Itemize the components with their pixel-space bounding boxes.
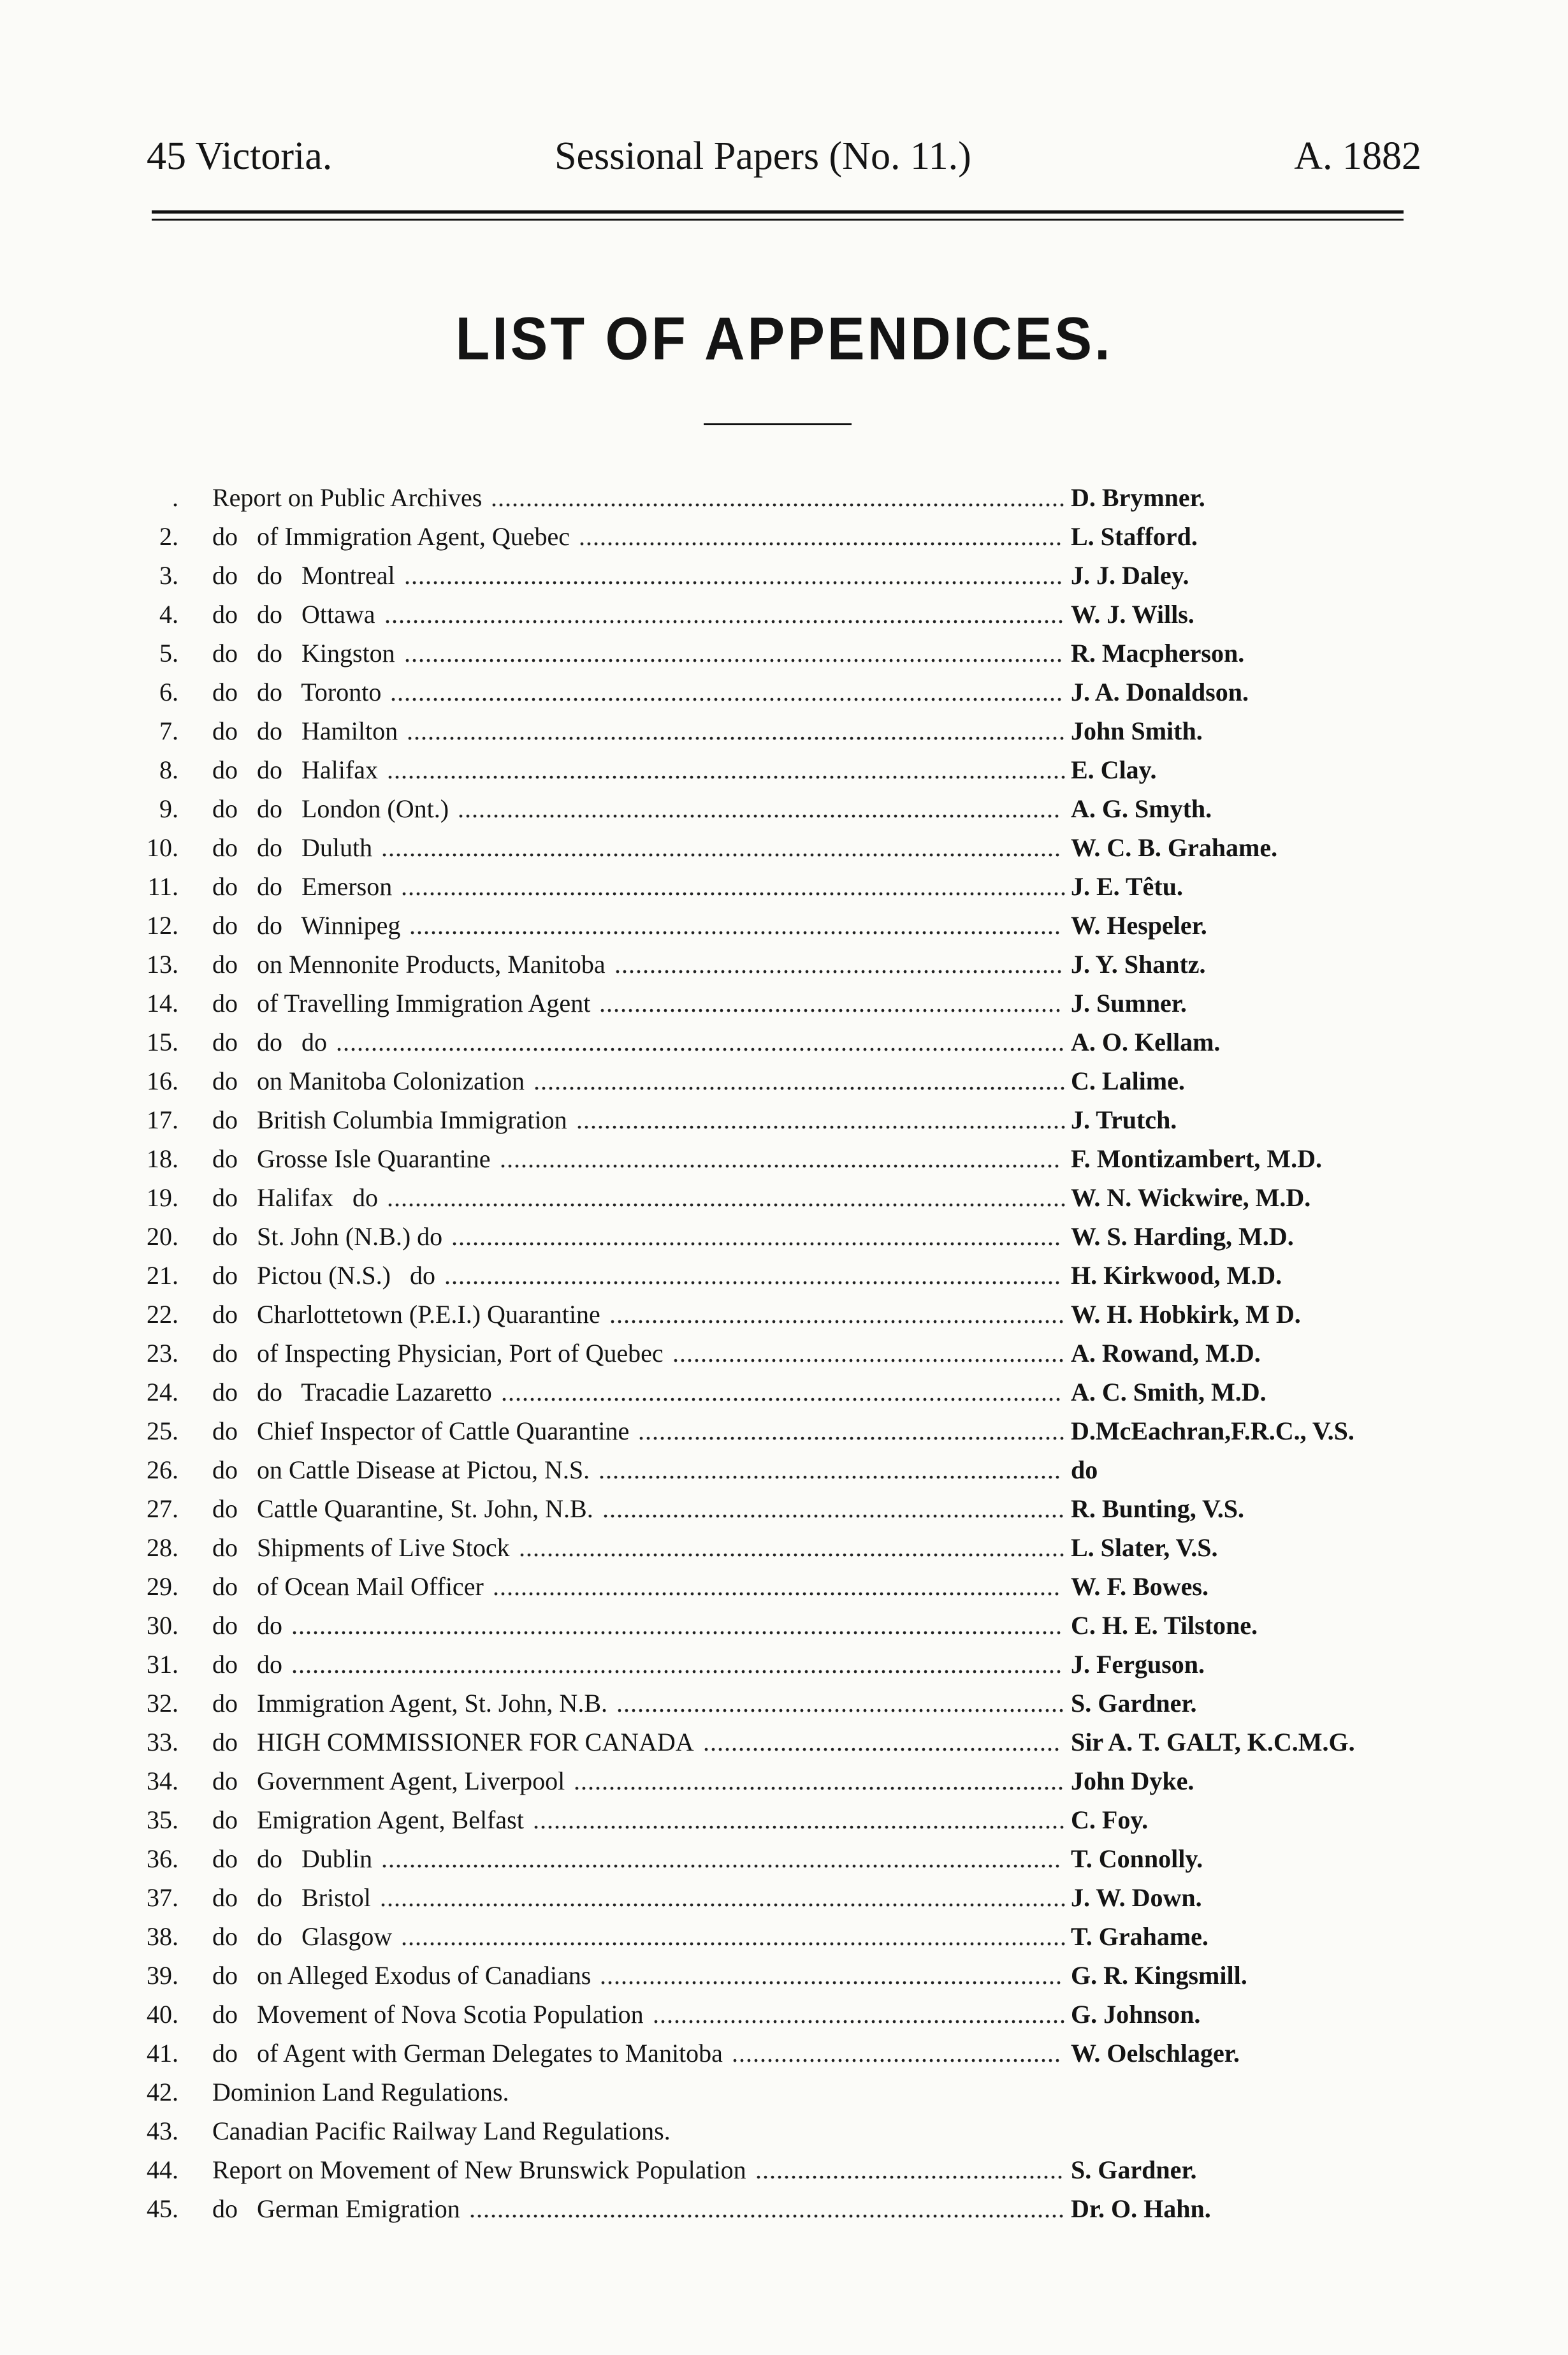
leader-dots: ................................................................ [616, 1689, 1065, 1717]
list-item [0, 1567, 1568, 1607]
header-rule-thin [152, 219, 1404, 221]
author-name: W. F. Bowes. [1071, 1572, 1209, 1601]
leader-dots: ................................................... [703, 1728, 1061, 1756]
leader-dots: .................................................................. [599, 989, 1062, 1017]
list-item [0, 1334, 1568, 1373]
author-name: W. S. Harding, M.D. [1071, 1222, 1294, 1251]
appendix-title: do Chief Inspector of Cattle Quarantine [212, 1417, 630, 1445]
appendix-title: do Immigration Agent, St. John, N.B. [212, 1689, 607, 1717]
leader-dots: ................................................................................................. [387, 755, 1067, 784]
appendix-number: 38. [147, 1922, 178, 1951]
author-name: F. Montizambert, M.D. [1071, 1144, 1322, 1173]
list-item [0, 984, 1568, 1023]
appendix-title: do Government Agent, Liverpool [212, 1767, 565, 1795]
list-item [0, 1761, 1568, 1801]
author-name: S. Gardner. [1071, 2155, 1197, 2184]
appendix-title: do of Immigration Agent, Quebec [212, 522, 570, 551]
appendix-title: do Pictou (N.S.) do [212, 1261, 435, 1290]
author-name: G. Johnson. [1071, 2000, 1201, 2029]
list-item [0, 1528, 1568, 1568]
list-item [0, 1995, 1568, 2034]
appendix-number: 31. [147, 1650, 178, 1679]
leader-dots: ................................................................. [609, 1300, 1065, 1329]
appendix-title: do Shipments of Live Stock [212, 1533, 510, 1562]
leader-dots: ............................................... [732, 2039, 1061, 2067]
leader-dots: ................................................................................................. [381, 1844, 1061, 1873]
author-name: W. C. B. Grahame. [1071, 833, 1278, 862]
author-name: W. Hespeler. [1071, 911, 1207, 940]
list-item [0, 1139, 1568, 1179]
author-name: J. J. Daley. [1071, 561, 1189, 590]
author-name: Dr. O. Hahn. [1071, 2194, 1211, 2223]
author-name: E. Clay. [1071, 755, 1157, 784]
list-item [0, 1956, 1568, 1995]
author-name: W. J. Wills. [1071, 600, 1194, 629]
appendix-number: 11. [147, 872, 178, 901]
author-name: L. Slater, V.S. [1071, 1533, 1218, 1562]
appendix-title: do do Montreal [212, 561, 395, 590]
author-name: R. Macpherson. [1071, 639, 1245, 667]
appendix-title: do of Travelling Immigration Agent [212, 989, 591, 1017]
author-name: C. Lalime. [1071, 1067, 1185, 1095]
author-name: D.McEachran,F.R.C., V.S. [1071, 1417, 1354, 1445]
appendix-title: do Cattle Quarantine, St. John, N.B. [212, 1494, 593, 1523]
leader-dots: .................................................................................................. [380, 1883, 1067, 1912]
page-title: LIST OF APPENDICES. [455, 303, 1113, 372]
leader-dots: ........................................................................................................ [336, 1028, 1065, 1056]
leader-dots: .................................................................................. [491, 483, 1066, 512]
leader-dots: ................................................................................ [500, 1144, 1061, 1173]
appendix-number: 39. [147, 1961, 178, 1990]
author-name: C. Foy. [1071, 1805, 1149, 1834]
header-session: 45 Victoria. [147, 135, 333, 178]
appendix-number: 36. [147, 1844, 178, 1873]
appendix-number: 24. [147, 1378, 178, 1406]
header-year: A. 1882 [1294, 135, 1421, 178]
appendix-number: 2. [159, 522, 178, 551]
author-name: J. E. Têtu. [1071, 872, 1183, 901]
list-item [0, 1061, 1568, 1101]
appendix-title: do on Mennonite Products, Manitoba [212, 950, 606, 979]
leader-dots: ...................................................................... [576, 1105, 1067, 1134]
appendix-number: 21. [147, 1261, 178, 1290]
leader-dots: ................................................................................ [501, 1378, 1062, 1406]
list-item [0, 789, 1568, 829]
author-name: T. Grahame. [1071, 1922, 1209, 1951]
appendix-title: do do Duluth [212, 833, 373, 862]
leader-dots: ............................................................................................. [409, 911, 1061, 940]
appendix-number: 29. [147, 1572, 178, 1601]
appendix-title: do Emigration Agent, Belfast [212, 1805, 524, 1834]
appendix-number: 15. [147, 1028, 178, 1056]
list-item [0, 2111, 1568, 2151]
author-name: C. H. E. Tilstone. [1071, 1611, 1258, 1640]
leader-dots: ................................................................................................. [387, 1183, 1067, 1212]
appendix-number: 30. [147, 1611, 178, 1640]
appendix-number: 35. [147, 1805, 178, 1834]
appendix-title: do on Alleged Exodus of Canadians [212, 1961, 592, 1990]
list-item [0, 595, 1568, 634]
appendix-title: do do [212, 1650, 282, 1679]
list-item [0, 828, 1568, 868]
leader-dots: ..................................................................................... [469, 2194, 1065, 2223]
title-rule [704, 423, 852, 425]
author-name: G. R. Kingsmill. [1071, 1961, 1247, 1990]
appendix-title: Report on Public Archives [212, 483, 483, 512]
appendix-number: 22. [147, 1300, 178, 1329]
appendix-number: 3. [159, 561, 178, 590]
appendix-title: do do Hamilton [212, 717, 398, 745]
leader-dots: ..................................................................... [579, 522, 1063, 551]
list-item [0, 906, 1568, 945]
appendix-title: do do Winnipeg [212, 911, 401, 940]
list-item [0, 750, 1568, 790]
appendix-number: 5. [159, 639, 178, 667]
list-item [0, 556, 1568, 595]
appendix-number: 10. [147, 833, 178, 862]
leader-dots: ........................................................ [672, 1339, 1065, 1367]
author-name: A. C. Smith, M.D. [1071, 1378, 1267, 1406]
list-item [0, 2189, 1568, 2229]
appendix-number: 44. [147, 2155, 178, 2184]
appendix-number: 13. [147, 950, 178, 979]
appendix-number: 9. [159, 794, 178, 823]
leader-dots: ............................................................. [638, 1417, 1066, 1445]
list-item [0, 1450, 1568, 1490]
leader-dots: ............................................................................ [533, 1805, 1066, 1834]
header-rule-thick [152, 210, 1404, 214]
author-name: T. Connolly. [1071, 1844, 1203, 1873]
appendix-title: do on Manitoba Colonization [212, 1067, 525, 1095]
appendix-number: 12. [147, 911, 178, 940]
appendix-number: 6. [159, 678, 178, 706]
appendix-number: 19. [147, 1183, 178, 1212]
list-item [0, 1878, 1568, 1918]
running-header [147, 128, 1421, 185]
appendix-title: do St. John (N.B.) do [212, 1222, 443, 1251]
appendix-title: do German Emigration [212, 2194, 460, 2223]
appendix-title: Canadian Pacific Railway Land Regulations. [212, 2117, 671, 2145]
appendix-title: do do Ottawa [212, 600, 375, 629]
leader-dots: .................................................................. [599, 1455, 1061, 1484]
list-item [0, 2034, 1568, 2073]
list-item [0, 1839, 1568, 1879]
appendix-title: do do Kingston [212, 639, 395, 667]
appendix-number: 42. [147, 2078, 178, 2106]
list-item [0, 1256, 1568, 1295]
appendix-title: do do Dublin [212, 1844, 373, 1873]
author-name: S. Gardner. [1071, 1689, 1197, 1717]
leader-dots: .............................................................................................. [404, 639, 1063, 667]
author-name: Sir A. T. GALT, K.C.M.G. [1071, 1728, 1355, 1756]
author-name: A. Rowand, M.D. [1071, 1339, 1261, 1367]
appendix-number: 18. [147, 1144, 178, 1173]
author-name: do [1071, 1455, 1098, 1484]
appendix-title: do do [212, 1611, 282, 1640]
leader-dots: ................................................................ [614, 950, 1063, 979]
appendix-number: 25. [147, 1417, 178, 1445]
header-publication: Sessional Papers (No. 11.) [555, 135, 971, 178]
list-item [0, 1411, 1568, 1451]
appendix-title: do do Toronto [212, 678, 382, 706]
list-item [0, 1800, 1568, 1840]
leader-dots: ................................................................................................. [381, 833, 1061, 862]
appendix-title: do of Inspecting Physician, Port of Quebec [212, 1339, 664, 1367]
appendix-number: 26. [147, 1455, 178, 1484]
leader-dots: ............................................................................................... [401, 872, 1067, 901]
leader-dots: ........................................................................................ [444, 1261, 1061, 1290]
appendix-number: 37. [147, 1883, 178, 1912]
list-item [0, 711, 1568, 751]
appendix-title: do Halifax do [212, 1183, 378, 1212]
author-name: D. Brymner. [1071, 483, 1205, 512]
leader-dots: ....................................................................................... [451, 1222, 1061, 1251]
author-name: J. Y. Shantz. [1071, 950, 1206, 979]
appendix-number: 17. [147, 1105, 178, 1134]
appendix-title: Report on Movement of New Brunswick Population [212, 2155, 746, 2184]
author-name: John Smith. [1071, 717, 1203, 745]
appendix-title: do do Glasgow [212, 1922, 393, 1951]
author-name: J. Ferguson. [1071, 1650, 1205, 1679]
list-item [0, 478, 1568, 518]
author-name: W. N. Wickwire, M.D. [1071, 1183, 1311, 1212]
author-name: A. G. Smyth. [1071, 794, 1212, 823]
appendix-title: Dominion Land Regulations. [212, 2078, 509, 2106]
appendix-number: 23. [147, 1339, 178, 1367]
author-name: J. Sumner. [1071, 989, 1187, 1017]
appendix-number: 32. [147, 1689, 178, 1717]
author-name: H. Kirkwood, M.D. [1071, 1261, 1282, 1290]
leader-dots: ...................................................................................... [458, 794, 1061, 823]
leader-dots: ................................................................................................. [384, 600, 1064, 629]
leader-dots: ........................................................... [653, 2000, 1066, 2029]
appendix-number: 4. [159, 600, 178, 629]
list-item [0, 1917, 1568, 1957]
list-item [0, 1178, 1568, 1218]
leader-dots: ............................................................................ [534, 1067, 1066, 1095]
appendix-title: do do Halifax [212, 755, 378, 784]
appendix-title: do Grosse Isle Quarantine [212, 1144, 491, 1173]
appendix-number: 14. [147, 989, 178, 1017]
leader-dots: ................................................................................................ [390, 678, 1063, 706]
appendix-number: 43. [147, 2117, 178, 2145]
appendix-number: 41. [147, 2039, 178, 2067]
appendix-number: . [172, 483, 178, 512]
list-item [0, 1489, 1568, 1529]
leader-dots: .............................................................................. [519, 1533, 1066, 1562]
leader-dots: ............................................................................................... [401, 1922, 1067, 1951]
leader-dots: .............................................................................................. [404, 561, 1063, 590]
appendix-title: do of Ocean Mail Officer [212, 1572, 484, 1601]
appendix-number: 27. [147, 1494, 178, 1523]
list-item [0, 945, 1568, 984]
list-item [0, 1606, 1568, 1645]
leader-dots: .................................................................. [602, 1494, 1065, 1523]
leader-dots: .............................................................................................. [407, 717, 1066, 745]
appendix-title: do do Tracadie Lazaretto [212, 1378, 492, 1406]
list-item [0, 1100, 1568, 1140]
author-name: J. W. Down. [1071, 1883, 1202, 1912]
list-item [0, 1723, 1568, 1762]
appendix-title: do do Emerson [212, 872, 393, 901]
list-item [0, 634, 1568, 673]
author-name: L. Stafford. [1071, 522, 1198, 551]
author-name: R. Bunting, V.S. [1071, 1494, 1244, 1523]
leader-dots: .............................................................................................................. [291, 1650, 1063, 1679]
leader-dots: ............................................ [755, 2155, 1064, 2184]
list-item [0, 1373, 1568, 1412]
list-item [0, 517, 1568, 557]
list-item [0, 2073, 1568, 2112]
appendix-title: do on Cattle Disease at Pictou, N.S. [212, 1455, 590, 1484]
list-item [0, 1295, 1568, 1334]
appendix-title: do British Columbia Immigration [212, 1105, 567, 1134]
list-item [0, 1023, 1568, 1062]
appendix-number: 40. [147, 2000, 178, 2029]
leader-dots: ................................................................................. [493, 1572, 1061, 1601]
appendix-number: 28. [147, 1533, 178, 1562]
appendix-number: 16. [147, 1067, 178, 1095]
author-name: W. H. Hobkirk, M D. [1071, 1300, 1301, 1329]
appendix-title: do HIGH COMMISSIONER FOR CANADA [212, 1728, 694, 1756]
leader-dots: .............................................................................................................. [291, 1611, 1063, 1640]
author-name: J. A. Donaldson. [1071, 678, 1249, 706]
appendix-title: do of Agent with German Delegates to Manitoba [212, 2039, 723, 2067]
author-name: A. O. Kellam. [1071, 1028, 1221, 1056]
list-item [0, 673, 1568, 712]
list-item [0, 1684, 1568, 1723]
appendix-number: 7. [159, 717, 178, 745]
leader-dots: .................................................................. [600, 1961, 1063, 1990]
appendix-number: 20. [147, 1222, 178, 1251]
author-name: John Dyke. [1071, 1767, 1194, 1795]
appendix-title: do do London (Ont.) [212, 794, 449, 823]
leader-dots: ...................................................................... [574, 1767, 1064, 1795]
appendix-title: do Charlottetown (P.E.I.) Quarantine [212, 1300, 600, 1329]
list-item [0, 1645, 1568, 1684]
appendix-title: do do do [212, 1028, 327, 1056]
appendix-number: 33. [147, 1728, 178, 1756]
author-name: W. Oelschlager. [1071, 2039, 1240, 2067]
author-name: J. Trutch. [1071, 1105, 1177, 1134]
appendix-number: 45. [147, 2194, 178, 2223]
appendix-number: 8. [159, 755, 178, 784]
appendix-number: 34. [147, 1767, 178, 1795]
list-item [0, 2150, 1568, 2190]
list-item [0, 867, 1568, 907]
appendix-title: do Movement of Nova Scotia Population [212, 2000, 644, 2029]
appendix-title: do do Bristol [212, 1883, 371, 1912]
list-item [0, 1217, 1568, 1257]
